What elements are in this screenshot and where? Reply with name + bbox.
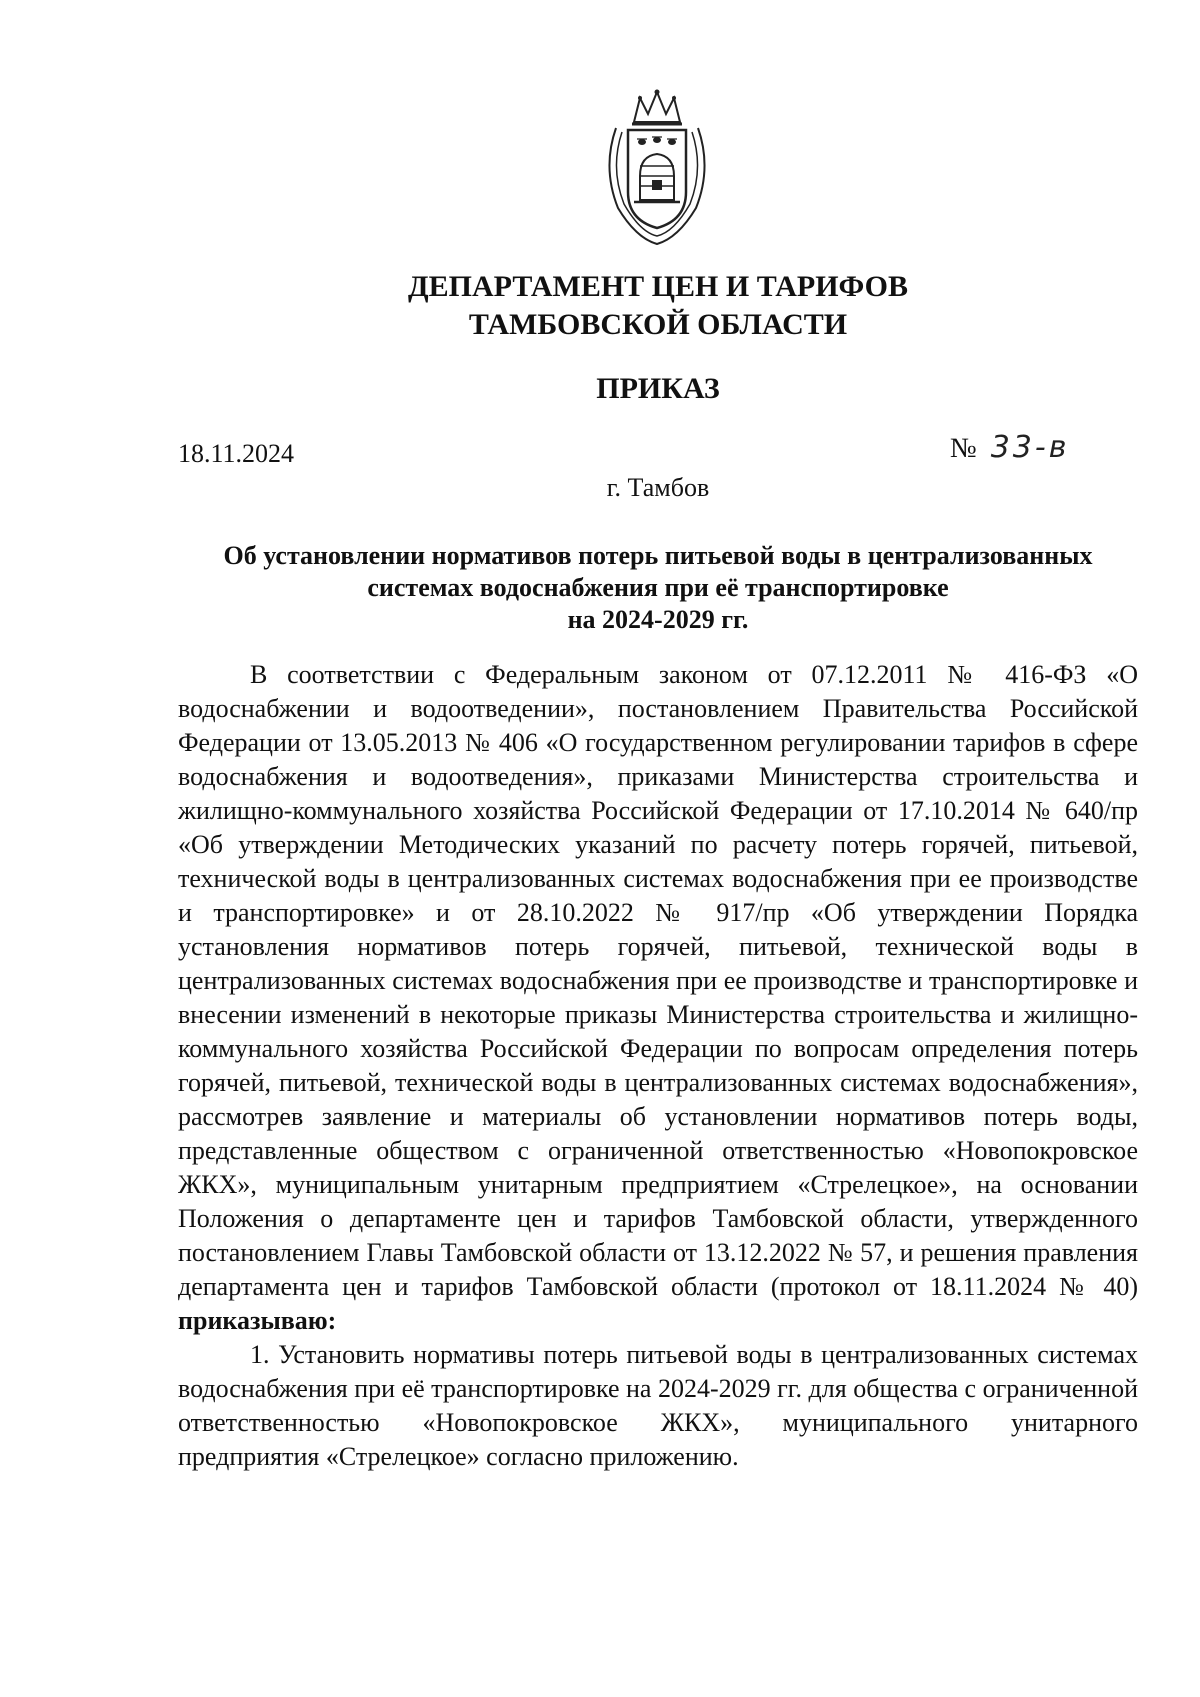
preamble-paragraph xyxy=(178,658,1138,1338)
preamble-text: В соответствии с Федеральным законом от 07.12.2011 № 416-ФЗ «О водоснабжении и водоотведении», постановлением Правительства Российской Федерации от 13.05.2013 № 406 «О государственном регулировании тарифов в сфере водоснабжения и водоотведения», приказами Министерства строительства и жилищно-коммунального хозяйства Российской Федерации от 17.10.2014 № 640/пр «Об утверждении Методических указаний по расчету потерь горячей, питьевой, технической воды в централизованных системах водоснабжения при ее производстве и транспортировке» и от 28.10.2022 № 917/пр «Об утверждении Порядка установления нормативов потерь горячей, питьевой, технической воды в централизованных системах водоснабжения при ее производстве и транспортировке и внесении изменений в некоторые приказы Министерства строительства и жилищно-коммунального хозяйства Российской Федерации по вопросам определения потерь горячей, питьевой, технической воды в централизованных системах водоснабжения», рассмотрев заявление и материалы об установлении нормативов потерь воды, представленные обществом с ограниченной ответственностью «Новопокровское ЖКХ», муниципальным унитарным предприятием «Стрелецкое», на основании Положения о департаменте цен и тарифов Тамбовской области, утвержденного постановлением Главы Тамбовской области от 13.12.2022 № 57, и решения правления департамента цен и тарифов Тамбовской области (протокол от 18.11.2024 № 40) xyxy=(178,660,1138,1301)
order-label: ПРИКАЗ xyxy=(596,372,720,405)
number-sign: № xyxy=(950,433,977,464)
document-body xyxy=(178,658,1138,1474)
document-number xyxy=(950,430,1069,465)
department-header xyxy=(0,268,1200,344)
handwritten-number: 33-в xyxy=(990,430,1070,465)
order-word: приказываю: xyxy=(178,1306,337,1335)
document-city: г. Тамбов xyxy=(606,473,710,502)
order-item-1: 1. Установить нормативы потерь питьевой воды в централизованных системах водоснабжения при её транспортировке на 2024-2029 гг. для общества с ограниченной ответственностью «Новопокровское ЖКХ», муниципального унитарного предприятия «Стрелецкое» согласно приложению. xyxy=(178,1340,1138,1471)
document-date: 18.11.2024 xyxy=(178,439,295,468)
tambov-coat-of-arms-emblem xyxy=(596,88,718,248)
department-name-line1: ДЕПАРТАМЕНТ ЦЕН И ТАРИФОВ xyxy=(407,270,909,303)
title-line2: системах водоснабжения при её транспортировке xyxy=(367,573,949,602)
document-title xyxy=(178,540,1138,636)
title-line1: Об установлении нормативов потерь питьевой воды в централизованных xyxy=(223,541,1093,570)
department-name-line2: ТАМБОВСКОЙ ОБЛАСТИ xyxy=(468,308,848,341)
title-line3: на 2024-2029 гг. xyxy=(567,605,749,634)
